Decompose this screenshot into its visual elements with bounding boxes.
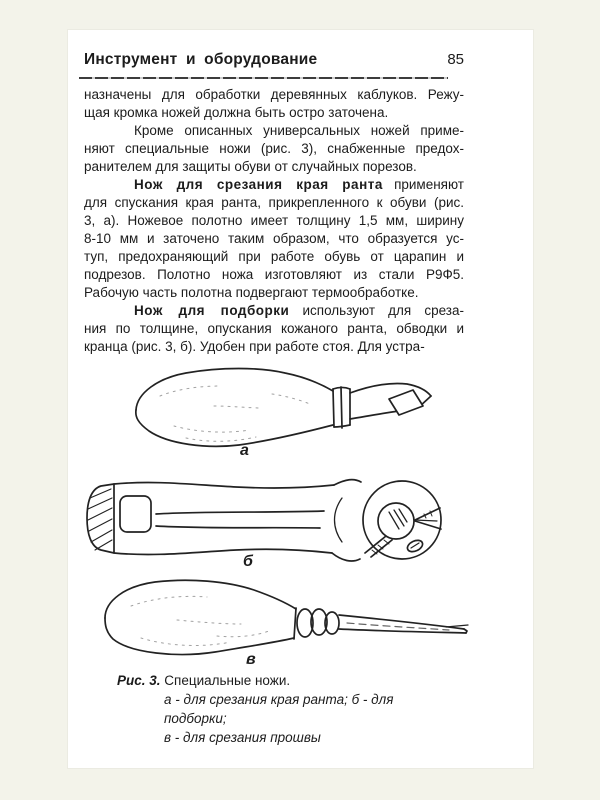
caption-title: Специальные ножи. <box>164 673 291 688</box>
knife-b-illustration <box>84 476 454 568</box>
term-podborka-knife: Нож для подборки <box>134 303 290 318</box>
body-line: назначены для обработки деревянных каблуков. Режу- <box>84 87 464 102</box>
book-page <box>68 30 533 768</box>
body-line: ния по толщине, опускания кожаного ранта, обводки и <box>84 321 464 336</box>
body-text <box>84 86 464 356</box>
figure-label-b: б <box>243 553 253 570</box>
knife-v-illustration <box>97 576 469 661</box>
body-line-text: применяют <box>382 177 464 192</box>
page-number: 85 <box>447 51 464 68</box>
term-rant-knife: Нож для срезания края ранта <box>134 177 383 192</box>
caption-detail-line: а - для срезания края ранта; б - для подборки; <box>164 692 394 726</box>
caption-figure-number: Рис. 3. <box>117 673 161 688</box>
figure-caption <box>117 671 457 747</box>
body-line: няют специальные ножи (рис. 3), снабженные предох- <box>84 141 464 156</box>
body-line: Кроме описанных универсальных ножей приме- <box>134 123 464 138</box>
running-head <box>84 51 464 69</box>
body-line: подрезов. Полотно ножа изготовляют из стали Р9Ф5. <box>84 267 464 282</box>
figure-label-a: а <box>240 442 249 459</box>
body-line: для спускания края ранта, прикрепленного к обуви (рис. <box>84 195 464 210</box>
body-line <box>84 176 464 194</box>
figure-label-v: в <box>246 651 256 668</box>
body-line: ранителем для защиты обуви от случайных порезов. <box>84 159 417 174</box>
caption-detail-line: в - для срезания прошвы <box>164 730 321 745</box>
header-rule <box>79 77 448 79</box>
body-line: 3, а). Ножевое полотно имеет толщину 1,5 мм, ширину <box>84 213 464 228</box>
body-line: туп, предохраняющий при работе обувь от царапин и <box>84 249 464 264</box>
body-line: кранца (рис. 3, б). Удобен при работе стоя. Для устра- <box>84 339 425 354</box>
body-line: Рабочую часть полотна подвергают термообработке. <box>84 285 419 300</box>
knife-a-illustration <box>122 364 444 450</box>
running-head-title: Инструмент и оборудование <box>84 51 318 68</box>
body-line: щая кромка ножей должна быть остро заточена. <box>84 105 389 120</box>
body-line: 8-10 мм и заточено таким образом, что образуется ус- <box>84 231 464 246</box>
body-line <box>84 302 464 320</box>
body-line-text: используют для среза- <box>289 303 464 318</box>
caption-title-line <box>117 671 457 690</box>
